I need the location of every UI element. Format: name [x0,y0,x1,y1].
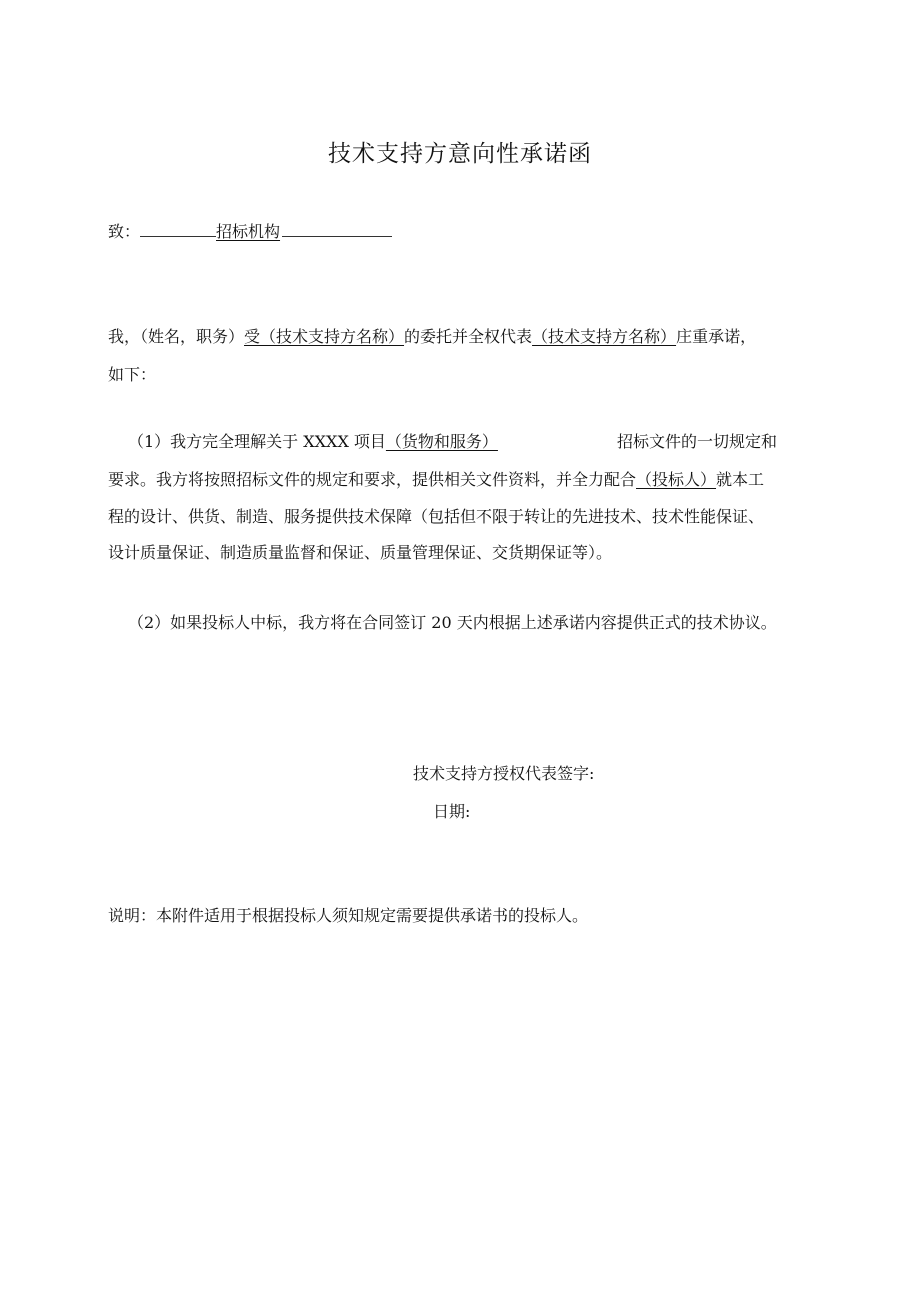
clause1-line-1a [128,432,498,452]
recipient-blank-right [282,222,392,237]
intro-text-1: 我，（姓名，职务） [108,327,245,346]
signature-date: 日期: [433,802,471,821]
clause1-line-2 [108,470,764,490]
clause1-bidder: （投标人） [636,470,717,489]
intro-entrusted-by: 受（技术支持方名称） [244,327,405,346]
intro-text-3: 的委托并全权代表 [404,327,533,346]
clause1-line-3: 程的设计、供货、制造、服务提供技术保障（包括但不限于转让的先进技术、技术性能保证、 [108,507,765,526]
recipient-prefix: 致： [108,222,141,241]
intro-line-2 [108,365,156,385]
clause1-line-1b [617,432,777,452]
signature-rep: 技术支持方授权代表签字: [413,764,595,783]
intro-text-6: 如下： [108,365,157,384]
intro-line-1 [108,327,756,347]
clause1-text-4: 要求。我方将按照招标文件的规定和要求，提供相关文件资料，并全力配合 [108,470,637,489]
recipient-name: 招标机构 [216,222,281,241]
clause1-text-6: 就本工 [716,470,765,489]
clause2: （2）如果投标人中标，我方将在合同签订 20 天内根据上述承诺内容提供正式的技术协议。 [128,613,777,632]
intro-representing: （技术支持方名称） [532,327,677,346]
clause1-project-type: （货物和服务） [385,432,498,451]
recipient-line [108,222,392,242]
recipient-blank-left [140,222,216,237]
clause1-text-3: 招标文件的一切规定和 [617,432,778,451]
clause1-line-4: 设计质量保证、制造质量监督和保证、质量管理保证、交货期保证等）。 [108,543,613,562]
document-title: 技术支持方意向性承诺函 [328,141,592,167]
note: 说明：本附件适用于根据投标人须知规定需要提供承诺书的投标人。 [108,906,589,925]
clause1-text-1: （1）我方完全理解关于 XXXX 项目 [128,432,386,451]
intro-text-5: 庄重承诺， [676,327,757,346]
